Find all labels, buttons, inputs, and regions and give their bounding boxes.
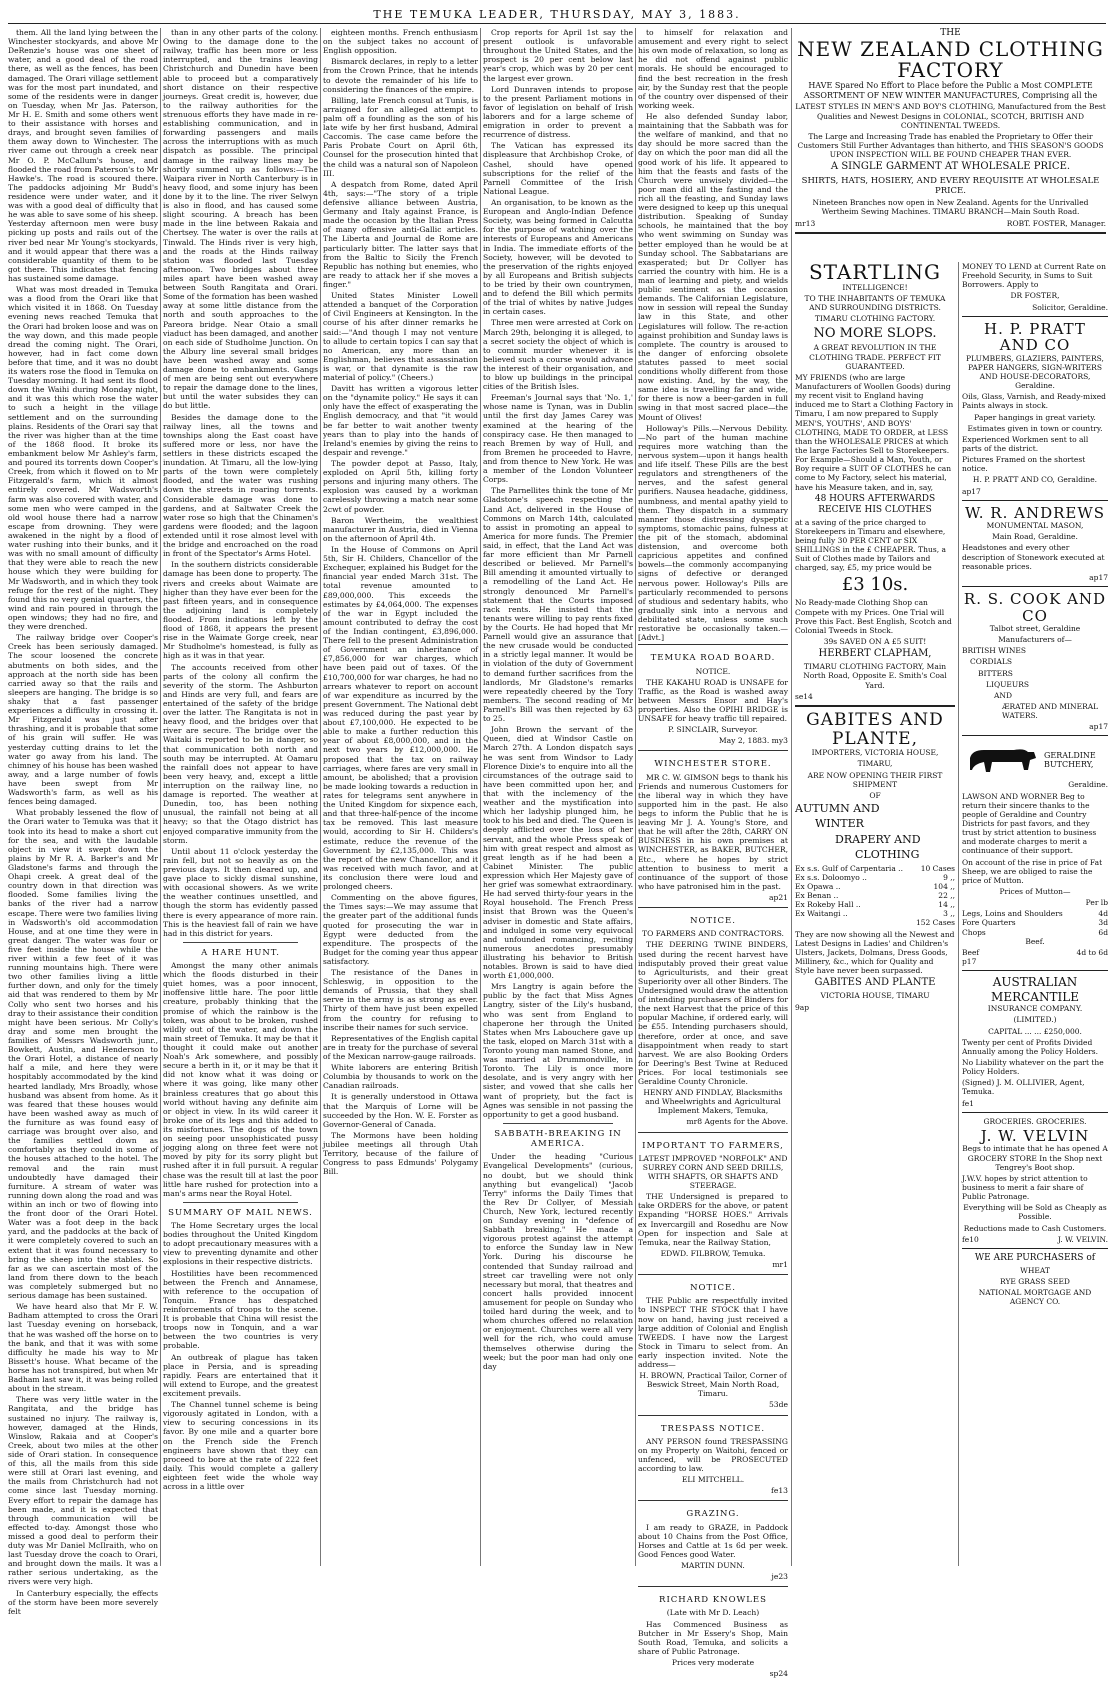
notice-sub: LATEST IMPROVED "NORFOLK" AND SURREY CORN AND SEED DRILLS, WITH SHAFTS, OR SHAFTS AND STEERAGE. [638,1153,788,1191]
column-rule [958,262,959,1566]
paragraph: Davitt has written a vigorous letter on the "dynamite policy." He says it can only have the effect of exasperating the English democracy, and that "it would be far better to wait another twenty years than to play into the hands of Ireland's enemies by giving the reins to despair and revenge." [323,384,478,457]
notice-sign: Prices very moderate [671,1658,755,1668]
section-rule [183,942,298,943]
paragraph: The powder depot at Passo, Italy, exploded on April 5th, killing forty persons and injuring many others. The explosion was caused by a workman carelessly throwing a match near some 2cwt of powder. [323,459,478,514]
notice-date: sp24 [769,1669,788,1679]
product-item: BRITISH WINES [962,646,1026,656]
notice-date: 53de [768,1400,788,1410]
ad-goods: DRAPERY AND [835,832,921,846]
notice [638,1132,788,1275]
ad-groceries-title: GROCERIES. GROCERIES. [983,1116,1087,1126]
product-item: CORDIALS [970,657,1013,667]
ad-owner: HERBERT CLAPHAM, [818,648,932,660]
ad-code: fe1 [962,1098,974,1108]
notice-sign: H. BROWN, Practical Tailor, Corner of Beswick Street, Main North Road, Timaru. [639,1371,787,1399]
arrival-cases: 10 Cases [920,863,955,873]
product-item: AND [994,690,1012,700]
ad-place: Geraldine. [1068,780,1108,790]
ad-name: DR FOSTER, [1010,291,1060,301]
mail-news-heading: SUMMARY OF MAIL NEWS. [168,1207,313,1218]
ad-code: ap17 [962,486,981,496]
ad-body: Begs to intimate that he has opened A GROCERY STORE In the Shop next Tengrey's Boot shop. [962,1144,1108,1172]
ad-insurance [962,975,1108,1108]
notice-sub: (Late with Mr D. Leach) [666,1608,760,1618]
paragraph: White laborers are entering British Columbia by thousands to work on the Canadian railroads. [323,1063,478,1091]
notice-body: MR C. W. GIMSON begs to thank his Friends and numerous Customers for the liberal way in which they have supported him in the past. He also begs to inform the Public that he is leaving Mr J. A. Young's Store, and that he will after the 28th, CARRY ON BUSINESS in his own premises at WINCHESTER, as BAKER, BUTCHER, Etc., where he hopes by strict attention to business to merit a continuance of the support of those who have patronised him in the past. [638,772,788,891]
ad-wheat-item: RYE GRASS SEED [1000,1276,1070,1286]
notice-body: THE Public are respectfully invited to INSPECT THE STOCK that I have now on hand, having just received a large addition of Colonial and English TWEEDS. I have now the Largest Stock in Timaru to select from. An early inspection invited. Note the address— [638,1296,788,1370]
paragraph: An organisation, to be known as the European and Anglo-Indian Defence Society, was being formed in Calcutta for the purpose of watching over the interests of Europeans and Americans in India. The immediate efforts of the Society, however, will be devoted to the preservation of the rights enjoyed by all Europeans and British subjects to be tried by their own countrymen, and to defend the Bill which permits of the trial of whites by native Judges in certain cases. [483,197,633,317]
paragraph: The Channel tunnel scheme is being vigorously agitated in London, with a view to securing concessions in its favor. By one mile and a quarter bore on the French side the French engineers have shown that they can proceed to bore at the rate of 222 feet daily. This would complete a gallery eighteen feet wide the whole way across in a little over [163,1400,318,1492]
arrival-cases: 104 ,, [933,881,955,891]
paragraph: In Canterbury especially, the effects of the storm have been more severely felt [8,1588,158,1616]
ad-gabites-title: GABITES AND PLANTE, [806,709,944,749]
ad-ltd: (LIMITED.) [1013,1015,1057,1025]
ad-line: Paper hangings in great variety. [974,412,1096,422]
paragraph: There was very little water in the Rangitata, and the bridge has sustained no injury. The railway is, however, damaged at the Hinds, Winslow, Rakaia and at Cooper's Creek, about two miles at the other side of Orari station. In consequence of this, all the mails from this side were still at Orari last evening, and the mails from Christchurch had not come since last Tuesday morning. Every effort to repair the damage has been made, and it is expected that through communication will be effected to-day. Amongst those who missed a good deal to perform their duty was Mr Daniel McIlraith, who on last Tuesday drove the coach to Orari, and brought down the mails. It was a rather serious undertaking, as the rivers were very high. [8,1395,158,1587]
ad-code: p17 [962,956,977,966]
ad-footer-2: VICTORIA HOUSE, TIMARU [820,991,930,1001]
ad-single-garment: A SINGLE GARMENT AT WHOLESALE PRICE. [830,161,1071,173]
notice-sign: ELI MITCHELL. [681,1475,745,1485]
notice-title: RICHARD KNOWLES [659,1595,767,1606]
paragraph: Representatives of the English capital are in treaty for the purchase of several of the Mexican narrow-gauge railroads. [323,1033,478,1062]
price-row [962,928,1108,937]
price-item: Beef [962,947,980,957]
ad-foster [962,262,1108,312]
ad-column-6 [795,262,955,1566]
ad-revolution: A GREAT REVOLUTION IN THE CLOTHING TRADE. PERFECT FIT GUARANTEED. [809,343,941,371]
ad-nz-clothing-factory [795,28,1106,258]
ad-rule [962,1112,1108,1113]
notice-body: I am ready to GRAZE, in Paddock about 10 Chains from the Post Office, Horses and Cattle at 1s 6d per week. Good Fences good Water. [638,1522,788,1559]
hare-hunt-heading: A HARE HUNT. [201,947,280,958]
notice-body: THE DEERING TWINE BINDERS, used during the recent harvest have indisputably proved their great value to Agriculturists, and their great Superiority over all other Binders. The Undersigned would draw the attention of intending purchasers of Binders for the next Harvest that the price of this popular Machine, if ordered early, will be £55. Intending purchasers should, therefore, order at once, and save disappointment when ready to start harvest. We are also Booking Orders for Deering's Best Twine at Reduced Prices. For local testimonials see Geraldine County Chronicle. [638,940,788,1087]
notice-sub: TO FARMERS AND CONTRACTORS. [642,929,784,939]
ad-wheat [962,1253,1108,1307]
notice [638,1274,788,1415]
top-rule [8,23,1106,24]
news-column-1 [8,28,158,1616]
ad-wheat-title: WE ARE PURCHASERS of [974,1252,1096,1263]
notice-title: NOTICE. [690,916,736,927]
paragraph: The railway bridge over Cooper's Creek has been seriously damaged. The scour loosened the concrete abutments on both sides, and the approach at the north side has been carried away so that the rails and sleepers are hanging. The bridge is so shaky that a fast passenger experiences a difficulty in crossing it. Mr Fitzgerald was just after thrashing, and it is probable that some of his grain will suffer. He was yesterday cutting drains to let the water go away from his land. The chimney of his house has been washed away, and a large number of fowls have been swept from Mr Wadsworth's farm, as well as his fences being damaged. [8,633,158,807]
ad-sub: INSURANCE COMPANY. [987,1004,1083,1014]
ad-title: NEW ZEALAND CLOTHING FACTORY [797,36,1104,82]
paragraph: The resistance of the Danes in Schleswig, in opposition to the demands of Prussia, that they shall serve in the army is as strong as ever. Thirty of them have just been expelled from the country for refusing to inscribe their names for such service. [323,968,478,1032]
notice-date: May 2, 1883. my3 [718,736,788,746]
paragraph: Until about 11 o'clock yesterday the rain fell, but not so heavily as on the previous days. It then cleared up, and gave place to sickly dismal sunshine, with occasional showers. As we write the weather continues unsettled, and though the storm has evidently passed there is every appearance of more rain. This is the heaviest fall of rain we have had in this district for years. [163,846,318,938]
notice [638,907,788,1131]
price-item: Fore Quarters [962,918,1016,928]
ad-opening: ARE NOW OPENING THEIR FIRST SHIPMENT [807,770,943,789]
paragraph: Lord Dunraven intends to propose to the present Parliament motions in favor of legislation on behalf of Irish laborers and for a large scheme of emigration in order to prevent a recurrence of distress. [483,84,633,140]
paragraph: them. All the land lying between the Winchester stockyards, and above Mr DeRenzie's house was one sheet of water, and a good deal of the road there, as well as the fences, has been damaged. The Orari village settlement was for the most part inundated, and some of the residents were in danger on Tuesday, when Mr Jas. Paterson, Mr H. E. Smith and some others went to their assistance with horses and drays, and brought seven families of them away down to Winchester. The river came out through a creek near Mr O. P. McCallum's house, and flooded the road from Paterson's to Mr Hawke's. The road is scoured there. The paddocks adjoining Mr Budd's residence were under water, and it was with a good deal of difficulty that he was able to save some of his sheep. Yesterday afternoon men were busy picking up posts and rails out of the river bed near Mr Young's stockyards, and it would appear that there was a considerable quantity of them to be got there. This indicates that fencing has sustained some damage. [8,28,158,283]
arrivals-list [795,864,955,919]
paragraph: The Vatican has expressed its displeasure that Archbishop Croke, of Cashel, should have opened subscriptions for the relief of the Parnell Committee of the Irish National League. [483,141,633,196]
ad-total: 152 Cases [915,918,955,928]
section-rule [183,1202,298,1203]
price-item: Chops [962,927,986,937]
ad-body: No Liability whatever on the part the Policy Holders. [962,1058,1104,1077]
product-item: BITTERS [978,668,1013,678]
notice [638,1500,788,1586]
paragraph: Freeman's Journal says that 'No. 1,' whose name is Tynan, was in Dublin until the first day James Carey was examined at the hearing of the conspiracy case. He then managed to reach Bremen by way of Hull, and from Bremen he proceeded to Havre, and from thence to New York. He was a member of the London Volunteer Corps. [483,393,633,485]
ad-beef: Beef. [1025,936,1045,946]
paragraph: Baron Wertheim, the wealthiest manufacturer in Austria, died in Vienna on the afternoon of April 4th. [323,515,478,543]
paragraph: Three men were arrested at Cork on March 29th, belonging it is alleged, to a secret society the object of which is to commit murder whenever it is believed such a course would advance the interest of their organisation, and to blow up buildings in the principal cities of the British Isles. [483,318,633,392]
arrival-row [795,900,955,909]
notice-date: mr1 [772,1259,788,1269]
product-item: LIQUEURS [986,679,1029,689]
bull-icon [962,740,1040,780]
ad-body: at a saving of the price charged to Storekeepers in Timaru and elsewhere, being fully 30 PER CENT or SIX SHILLINGS in the £ CHEAPER. Thus, a Suit of Clothes made by Tailors and charged, say, £5, my price would be [795,517,946,573]
paragraph: Besides the damage done to the railway lines, all the towns and townships along the East coast have suffered more or less, nor have the settlers in these districts escaped the inundation. At Timaru, all the low-lying parts of the town were completely flooded, and the water was rushing down the streets in roaring torrents. Considerable damage was done to gardens, and at Saltwater Creek the water rose so high that the Chinamen's gardens were flooded; and the lagoon extended until it rose almost level with the bridge and encroached on the road in front of the Spectator's Arms Hotel. [163,412,318,559]
notice-body: THE KAKAHU ROAD is UNSAFE for Traffic, as the Road is washed away between Messrs Ensor and Hay's properties. Also the OPIHI BRIDGE is UNSAFE for heavy traffic till repaired. [638,677,788,724]
arrival-ship: Ex Benan .. [795,890,839,900]
ad-rule [962,500,1108,501]
ad-prices-head: Prices of Mutton— [999,886,1071,896]
arrival-ship: Ex s.s. Doloomyo .. [795,872,867,882]
ad-body: Everything will be Sold as Cheaply as Possible. [963,1203,1107,1222]
ad-role: Solicitor, Geraldine. [1032,302,1108,312]
ad-trades: PLUMBERS, GLAZIERS, PAINTERS, PAPER HANGERS, SIGN-WRITERS AND HOUSE-DECORATORS, Geraldine. [966,353,1104,391]
price-row [962,909,1108,918]
paragraph: The Home Secretary urges the local bodies throughout the United Kingdom to adopt precautionary measures with a view to preventing dynamite and other explosions in their respective districts. [163,1221,318,1267]
ad-body: On account of the rise in price of Fat Sheep, we are obliged to raise the price of Mutton. [962,857,1103,885]
paragraph: In the southern districts considerable damage has been done to property. The rivers and creeks about Waimate are higher than they have ever been for the past fifteen years, and in consequence the adjoining land is completely flooded. From indications left by the flood of 1868, it appears the present rise in the Waimate Gorge creek, near Mr Studholme's homestead, is fully as high as it was in that year. [163,560,318,661]
ad-body: Twenty per cent of Profits Divided Annually among the Policy Holders. [962,1037,1098,1056]
paragraph: The Mormons have been holding jubilee meetings all through Utah Territory, because of the failure of Congress to pass Edmunds' Polygamy Bill. [323,1130,478,1177]
column-rule [480,28,481,1566]
section-rule [503,1123,613,1124]
notice-sign: MARTIN DUNN. [681,1561,745,1571]
ad-rule [962,316,1108,317]
notice [638,644,788,750]
paragraph: than in any other parts of the colony. Owing to the damage done to the railway, traffic has been more or less interrupted, and the trains leaving Christchurch and Dunedin have been able to proceed but a comparatively short distance on their respective journeys. Great credit is, however, due to the railway authorities for the strenuous efforts they have made in re-establishing communication, and in forwarding passengers and mails across the interruptions with as much dispatch as possible. The principal damage in the railway lines may be shortly summed up as follows:—The Waipara river in North Canterbury is in heavy flood, and some injury has been done by it to the line. The river Selwyn is also in flood, and has caused some slight scouring. A breach has been made in the line between Rakaia and Chertsey. The water is over the rails at Tinwald. The Hinds river is very high, and the roads at the Hinds railway station was flooded last Tuesday afternoon. Two bridges about three miles apart have been washed away between South Rangitata and Orari. Some of the formation has been washed away at some little distance from the north and south approaches to the Pareora bridge. Near Otaio a small viaduct has been damaged, and another on each side of Studholme Junction. On the Albury line several small bridges have been washed away and some damage done to embankments. Gangs of men are being sent out everywhere to repair the damage done to the lines, but until the water subsides they can do but little. [163,28,318,411]
column-rule [160,28,161,1566]
paragraph: Amongst the many other animals which the floods disturbed in their quiet homes, was a poor innocent, inoffensive little hare. The poor little creature, probably thinking that the promise of which the rainbow is the token, was about to be broken, rushed wildly out of the water, and down the main street of Temuka. It may be that it thought it could make out another Noah's Ark somewhere, and possibly secure a berth in it, or it may be that it did not know what it was doing or where it was going, like many other brainless creatures that go about this world without having any definite aim or object in view. In its wild career it broke one of its legs and this added to its misfortunes. The dogs of the town on seeing poor unsophisticated pussy jogging along on three feet were not moved by pity for its sorry plight but rushed after it in full pursuit. A regular chase was the result till at last the poor little hare rushed for protection into a man's arms near the Royal Hotel. [163,961,318,1198]
ad-code: ap17 [1089,572,1108,582]
ad-sub: IMPORTERS, VICTORIA HOUSE, [811,748,939,758]
ad-cook [962,591,1108,731]
notice-title: TRESPASS NOTICE. [660,1423,766,1434]
ad-sub: INTELLIGENCE! [842,283,908,292]
price-row [962,918,1108,927]
news-column-2 [163,28,318,1566]
paragraph: Holloway's Pills.—Nervous Debility.—No part of the human machine requires more watching than the nervous system—upon it hangs health and life itself. These Pills are the best regulators and strengtheners of the nerves, and the safest general purifiers. Nausea headache, giddiness, numbness, and mental apathy yield to them. They dispatch in a summary manner those distressing dyspeptic symptoms, stomachic pains, fulness at the pit of the stomach, abdominal distension, and overcome both capricious appetites and confined bowels—the commonly accompanying signs of defective or deranged nervous power. Holloway's Pills are particularly recommended to persons of studious and sedentary habits, who gradually sink into a nervous and debilitated state, unless some such restorative be occasionally taken.—[Advt.] [638,423,788,643]
ad-line: Estimates given in town or country. [967,423,1103,433]
ad-body: J.W.V. hopes by strict attention to business to merit a fair share of Public Patronage. [962,1173,1088,1202]
ad-body: MY FRIENDS (who are large Manufacturers of Woollen Goods) during my recent visit to England having induced me to Start a Clothing Factory in Timaru, I am now prepared to Supply MEN'S, YOUTHS', AND BOYS' CLOTHING, MADE TO ORDER, at LESS than the WHOLESALE PRICES at which the large Factories Sell to Storekeepers. For Example—Should a Man, Youth, or Boy require a SUIT OF CLOTHES he can come to My Factory, select his material, have his Measure taken, and in, say, [795,372,954,492]
notice-body: Has Commenced Business as Butcher in Mr Essery's Shop, Main South Road, Temuka, and solicits a share of Public Patronage. [638,1619,788,1656]
ad-rule [962,586,1108,587]
notice-sign: HENRY AND FINDLAY, Blacksmiths and Wheelwrights and Agricultural Implement Makers, Temuka, [643,1088,783,1116]
arrival-ship: Ex Waitangi .. [795,909,848,919]
ad-branches: Nineteen Branches now open in New Zealand. Agents for the Unrivalled Wertheim Sewing Machines. TIMARU BRANCH—Main South Road. [812,198,1089,217]
ad-pratt-title: H. P. PRATT AND CO [984,319,1086,355]
ad-manu: Manufacturers of— [998,635,1072,645]
column-rule [320,28,321,1566]
notice-sub: NOTICE. [695,666,731,676]
paragraph: An outbreak of plague has taken place in Persia, and is spreading rapidly. Fears are entertained that it will extend to Europe, and the greatest excitement prevails. [163,1352,318,1399]
ad-footer: GABITES AND PLANTE [814,977,936,989]
ad-body: No Ready-made Clothing Shop can Compete with my Prices. One Trial will Prove this Fact. Best English, Scotch and Colonial Tweeds in Stock. [795,598,952,635]
arrival-row [795,882,955,891]
notice-date: fe13 [771,1486,788,1496]
ad-goods: WINTER [815,817,864,831]
ad-factory: TIMARU CLOTHING FACTORY. [814,314,936,324]
ad-address: TIMARU CLOTHING FACTORY, Main North Road, Opposite E. Smith's Coal Yard. [803,662,947,690]
price-list [962,909,1108,936]
notice [638,1586,788,1683]
paragraph: Billing, late French consul at Tunis, is arraigned for an alleged attempt to palm off a foundling as the son of his late wife by her first husband, Admiral Caccomis. The case came before the Paris Probate Court on April 6th, Counsel for the prosecution hinted that the child was a natural son of Napoleon III. [323,95,478,178]
price-value: 6d [1098,927,1108,937]
ad-city: TIMARU, [857,759,893,769]
paragraph: to himself for relaxation and amusement and every right to select his own mode of relaxation, so long as he did not offend against public morals. He should be encouraged to find the best recreation in the fresh air, by the Sunday rest that the people of the country over dispensed of their working week. [638,28,788,110]
ad-goods: CLOTHING [855,848,920,862]
notice-body: ANY PERSON found TRESPASSING on my Property on Waitohi, fenced or unfenced, will be PROSECUTED according to law. [638,1436,788,1474]
ad-of: OF [869,790,881,800]
paragraph: Commenting on the above figures, the Times says:—We may assume that the greater part of the additional funds quoted for prosecuting the war in Egypt were deducted from the expenditure. The prospects of the Budget for the coming year thus appear satisfactory. [323,893,478,966]
notice-date: ap21 [768,893,788,902]
ad-no-more-slops: NO MORE SLOPS. [813,325,937,341]
ad-andrews-title: W. R. ANDREWS [964,503,1106,522]
price-value: 3d [1098,918,1108,928]
ad-sign: (Signed) J. M. OLLIVIER, Agent, Temuka. [962,1078,1085,1097]
ad-hours: 48 HOURS AFTERWARDS RECEIVE HIS CLOTHES [814,493,936,515]
paragraph: United States Minister Lowell attended a banquet of the Corporation of Civil Engineers at Kensington. In the course of his after dinner remarks he said:—"And though I may not venture to allude to certain topics I can say that no American, any more than an Englishman, believes that assassination is war, or that dynamite is the raw material of policy." (Cheers.) [323,291,478,383]
ad-addr: Talbot street, Geraldine [989,624,1081,634]
arrival-ship: Ex Rokeby Hall .. [795,900,861,910]
ad-line: Oils, Glass, Varnish, and Ready-mixed Paints always in stock. [962,392,1106,411]
ad-to: TO THE INHABITANTS OF TEMUKA AND SURROUNDING DISTRICTS. [804,294,946,313]
ad-body: LAWSON AND WORNER Beg to return their sincere thanks to the people of Geraldine and Country Districts for past favors, and they trust by strict attention to business and moderate charges to merit a continuance of their support. [962,791,1097,856]
ad-andrews [962,505,1108,582]
notice-title: WINCHESTER STORE. [654,759,772,770]
paragraph: It is generally understood in Ottawa that the Marquis of Lorne will be succeeded by the Hon. W. E. Forster as Governor-General of Canada. [323,1092,478,1129]
ad-line: Pictures Framed on the shortest notice. [962,455,1086,474]
arrival-cases: 14 ,, [938,900,955,910]
ad-price: £3 10s. [841,574,909,596]
ad-styles: LATEST STYLES IN MEN'S AND BOY'S CLOTHING, Manufactured from the Best Qualities and Newest Designs in COLONIAL, SCOTCH, BRITISH AND CONTINENTAL TWEEDS. [795,102,1106,130]
notice [638,750,788,907]
ad-manager: ROBT. FOSTER, Manager. [1006,218,1106,228]
ad-the: THE [940,28,961,38]
ad-butchery [962,740,1108,966]
ad-gabites-plante [795,711,955,1012]
ad-code: ap17 [1089,722,1108,732]
ad-line: Experienced Workmen sent to all parts of the district. [962,434,1089,453]
notice [638,1415,788,1501]
sabbath-heading: SABBATH-BREAKING IN AMERICA. [494,1128,622,1150]
arrival-cases: 3 ,, [943,909,955,919]
arrival-row [795,891,955,900]
paragraph: He also defended Sunday labor, maintaining that the Sabbath was for the welfare of mankind, and that no day should be more sacred than the day on which the poor man did all the good work of his life. It appeared to him that the feasts and fasts of the Church were unwisely divided—the poor man did all the fasting and the rich all the feasting, and Sunday laws were designed to keep up this unequal distribution. Speaking of Sunday schools, he maintained that the boy who went swimming on Sunday was better employed than he would be at Sunday school. The Sabbatarians are exasperated; but Dr Collyer has carried the country with him. He is a man of learning and piety, and wields public sentiment as the occasion demands. The Californian Legislature, now in session will repeal the Sunday law in this State, and other Legislatures will follow. The re-action against prohibition and Sunday laws is complete. The country is aroused to the danger of enforcing obsolete statutes passed to meet social conditions wholly different from those now existing. And, by the way, the same idea is travelling far and wide, for there is now a beer-garden in full swing in that most sacred place—the Mount of Olives! [638,111,788,422]
column-rule [635,28,636,1566]
ad-groceries [962,1117,1108,1244]
notice-sign: P. SINCLAIR, Surveyor. [668,725,758,735]
news-column-3 [323,28,478,1566]
ad-code: 9ap [795,1002,810,1012]
ad-column-7 [962,262,1108,1566]
ad-cook-title: R. S. COOK AND CO [963,590,1107,625]
ad-rule [962,735,1108,736]
paragraph: We have heard also that Mr F. W. Badham attempted to cross the Orari last Tuesday evening on horseback, that he was washed off the horse on to the bank, and that it was with some difficulty he made his way to Mr Bissett's house. What became of the horse has not transpired, but when Mr Badham last saw it, it was being rolled about in the stream. [8,1302,158,1394]
ad-pratt [962,321,1108,496]
ad-insurance-title: AUSTRALIAN MERCANTILE [991,975,1079,1004]
notice-title: GRAZING. [686,1509,740,1520]
column-rule [791,28,792,1566]
ad-butchery-title: GERALDINE BUTCHERY, [1044,750,1096,770]
notice-body: THE Undersigned is prepared to take ORDERS for the above, or patent Expanding "HORSE HOES." Arrivals ex Invercargill and Rosedhu are Now Open for inspection and Sale at Temuka, near the Railway Station, [638,1192,788,1247]
news-column-4 [483,28,633,1566]
ad-code: mr13 [795,218,816,228]
ad-per: Per lb [1085,898,1108,908]
notice-date: mr8 Agents for the Above. [686,1117,788,1127]
price-value: 4d [1098,909,1108,919]
ad-rule [962,1248,1108,1249]
paragraph: John Brown the servant of the Queen, died at Windsor Castle on March 27th. A London dispatch says he was sent from Windsor to Lady Florence Dixie's to enquire into all the circumstances of the outrage said to have been committed upon her, and that with the inclemency of the weather and the mystification into which her ladyship plunged him, he took to his bed and died. The Queen is deeply afflicted over the loss of her servant, and the whole Press speak of him with great respect and almost as great length as if he had been a Cabinet Minister. The public expression which Her Majesty gave of her grief was somewhat extraordinary. He had served thirty-four years in the Royal household. The French Press insist that Brown was the Queen's adviser in domestic and State affairs, and indulged in some very equivocal and unfounded romancing, reciting numerous anecdotes presumably illustrating his behavior to British notables. Brown is said to have died worth £1,000,000. [483,725,633,981]
notice-title: TEMUKA ROAD BOARD. [650,653,776,664]
ad-body: They are now showing all the Newest and Latest Designs in Ladies' and Children's Ulsters, Jackets, Dolmans, Dress Goods, Millinery, &c., which for Quality and Style have never been surpassed. [795,929,955,976]
price-row [962,948,1108,957]
ad-goods: AUTUMN AND [795,801,880,815]
arrival-row [795,864,955,873]
ad-shirts: SHIRTS, HATS, HOSIERY, AND EVERY REQUISITE AT WHOLESALE PRICE. [801,175,1100,196]
ad-rule [795,232,1106,234]
ad-body: Headstones and every other description of Stonework executed at reasonable prices. [962,543,1105,571]
ad-trade: The Large and Increasing Trade has enabled the Proprietary to Offer their Customers Still Further Advantages than hitherto, and THIS SEASON'S GOODS UPON INSPECTION WILL BE FOUND CHEAPER THAN EVER. [797,131,1104,160]
ad-lead: HAVE Spared No Effort to Place before the Public a Most COMPLETE ASSORTMENT OF NEW WINTER MANUFACTURES, Comprising all the [803,80,1098,100]
paragraph: In the House of Commons on April 5th, Sir H. Childers, Chancellor of the Exchequer, explained his Budget for the financial year ended March 31st. The total revenue amounted to £89,000,000. This exceeds the estimates by £4,064,000. The expenses of the war in Egypt included the amount contributed to defray the cost of the Indian contingent, £3,896,000. There fell to the present Administration of Government an inheritance of £7,856,000 for war charges, which have been paid out of taxes. Of the £10,700,000 for war charges, he had no arrears whatever to report on account of war expenditure as incurred by the present Government. The National debt was reduced during the past year by about £7,100,000. He expected to be able to make a further reduction this year of about £8,000,000, and in the next two years by £12,000,000. He proposed that the tax on railway carriages, where fares are very small in amount, be abolished; that a provision be made looking towards a reduction in rates for telegrams sent anywhere in the United Kingdom for sixpence each, and that three-half-pence of the income tax be removed. This last measure would, according to Sir H. Childers's estimate, reduce the revenue of the Government by £2,135,000. This was the report of the new Chancellor, and it was received with much favor, and at its conclusion there were loud and prolonged cheers. [323,545,478,892]
paragraph: What was most dreaded in Temuka was a flood from the Orari like that which visited it in 1868. On Tuesday evening news reached Temuka that the Orari had broken loose and was on the way down, and this made people dread the coming night. The Orari, however, had in fact come down before that time, and it was no doubt its waters rose the flood in Temuka on Tuesday morning. It had sent its flood down the Waihi during Monday night, and it was this which rose the water to such a height in the village settlement and on the surrounding plains. Residents of the Orari say that the river was higher than at the time of the 1868 flood. It broke its embankment below Mr Ashley's farm, and poured its torrents down Cooper's Creek, from which it flowed on to Mr Fitzgerald's farm, which it almost entirely covered. Mr Wadsworth's farm was also covered with water, and some men who were camped in the old wool house there had a narrow escape from drowning. They were awakened in the night by a flood of water rushing into their bunks, and it was with no small amount of difficulty that they were able to reach the new house which they were building for Mr Wadsworth, and in which they took refuge for the rest of the night. They found this no very genial quarters, the wind and rain poured in through the open windows; they had no fire, and they were drenched. [8,285,158,632]
ad-capital: CAPITAL ... ... £250,000. [988,1026,1082,1036]
paragraph: Hostilities have been recommenced between the French and Annamese, with reference to the occupation of Tonquin. France has despatched reinforcements of troops to the scene. It is probable that China will resist the troops now in Tonquin, and a war between the two countries is very probable. [163,1268,318,1351]
ad-code: se14 [795,691,813,701]
ad-company: NATIONAL MORTGAGE AND AGENCY CO. [978,1288,1092,1307]
ad-saved: 39s SAVED ON A £5 SUIT! [823,636,927,646]
ad-rule [962,970,1108,971]
notice-date: je23 [771,1572,788,1582]
notice-sign: EDWD. FILBROW, Temuka. [660,1248,766,1258]
notice-title: NOTICE. [690,1283,736,1294]
arrival-ship: Ex Opawa .. [795,881,841,891]
ad-sign: H. P. PRATT AND CO, Geraldine. [972,475,1098,485]
ad-body: Reductions made to Cash Customers. [963,1223,1107,1233]
paragraph: Mrs Langtry is again before the public by the fact that Miss Agnes Langtry, sister of the Lily's husband, who was sent from England to chaperone her through the United States when Mrs Labouchere gave up the task, eloped on March 31st with a Toronto young man named Stone, and was married at Drummondville, in Toronto. The Lily is once more desolate, and is very angry with her sister, and vowed that she calls her want of propriety, but the fact is Agnes was sensible in not passing the opportunity to get a good husband. [483,982,633,1119]
arrival-cases: 9 ,, [943,872,955,882]
ad-body: MONEY TO LEND at Current Rate on Freehold Security, in Sums to Suit Borrowers. Apply to [962,262,1106,290]
ad-addr: Main Road, Geraldine. [992,532,1078,542]
price-value: 4d to 6d [1076,947,1108,957]
arrival-row [795,909,955,918]
ad-wheat-item: WHEAT [1020,1265,1050,1275]
ad-name: J. W. VELVIN [980,1126,1090,1145]
notice-title: IMPORTANT TO FARMERS, [642,1140,784,1151]
news-column-5 [638,28,788,1679]
ad-code: fe10 [962,1234,979,1244]
arrival-ship: Ex s.s. Gulf of Carpentaria .. [795,863,903,873]
masthead: THE TEMUKA LEADER, THURSDAY, MAY 3, 1883. [373,8,741,21]
cook-items-list [962,646,1108,720]
arrival-cases: 22 ,, [938,890,955,900]
product-item: ÆRATED AND MINERAL WATERS. [1002,702,1099,721]
ad-rule [795,705,955,707]
ad-startling-title: STARTLING [808,260,942,284]
notices-list [638,644,788,1683]
paragraph: The Parnellites think the tone of Mr Gladstone's speech respecting the Land Act, delivered in the House of Commons on March 14th, calculated to assist in promoting an appeal to America for more funds. The Premier said, in effect, that the Land Act was far more efficient than Mr Parnell described or believed. Mr Parnell's Bill amending it amounted virtually to a remodelling of the Land Act. He strongly denounced Mr Parnell's statement that the Courts imposed rack rents. He insisted that the tenants were willing to pay rents fixed by the Courts. He had hoped that Mr Parnell would give an assurance that the new crusade would be conducted in a strictly legal manner. It would be in violation of the duty of Government to demand further sacrifices from the landlords, Mr Gladstone's remarks were repeatedly cheered by the Tory members. The second reading of Mr Parnell's Bill was then rejected by 63 to 25. [483,486,633,724]
paragraph: Crop reports for April 1st say the present outlook is unfavorable throughout the United States, and the prospect is 20 per cent below last year's crop, which was by 20 per cent the largest ever grown. [483,28,633,83]
paragraph: A despatch from Rome, dated April 4th, says:—"The story of a triple defensive alliance between Austria, Germany and Italy against France, is made the occasion by the Italian Press of many offensive anti-Gallic articles. The Liberta and Journal de Rome are particularly bitter. The latter says that from the Baltic to Sicily the French Republic has nothing but enemies, who are ready to attack her if she moves a finger." [323,179,478,289]
paragraph: Under the heading "Curious Evangelical Developments" (curious, no doubt, but we should think anything but evangelical) "Jacob Terry" informs the Daily Times that the Rev Dr Collyer, of Messiah Church, New York, lectured recently on Sunday evening in "defence of Sabbath breaking." He made a vigorous protest against the attempt to enforce the Sunday law in New York. During his discourse he contended that Sunday railroad and street car travelling were not only necessary but moral, that theatres and concert halls provided innocent amusement for people on Sunday who toiled hard during the week, and to whom churches offered no relaxation or enjoyment. Churches were all very well for the rich, who could amuse themselves otherwise during the week; but the poor man had only one day [483,1152,633,1371]
paragraph: Bismarck declares, in reply to a letter from the Crown Prince, that he intends to devote the remainder of his life to considering the finances of the empire. [323,57,478,94]
ad-startling [795,262,955,701]
ad-sign: J. W. VELVIN. [1057,1234,1108,1244]
ad-sub: MONUMENTAL MASON, [986,521,1084,531]
arrival-row [795,873,955,882]
paragraph: eighteen months. French enthusiasm on the subject takes no account of English opposition. [323,28,478,56]
paragraph: What probably lessened the flow of the Orari water to Temuka was that it took into its head to make a short cut for the sea, and with the laudable object in view it swept down the plains by Mr R. A. Barker's and Mr Gladstone's farms and through the Ohapi creek. A great deal of the country down in that direction was flooded. Some families living the banks of the river had a narrow escape. There were two families living in Wadsworth's old accommodation House, and at one time they were in great danger. The water was four or five feet inside the house while the river within a few feet of it was running mountains high. There were two other families living a little further down, and only for the timely aid that was rendered to them by Mr Colly who sent two horses and his dray to their assistance their condition might have been serious. Mr Colly's dray and some men brought the families of Messrs Wadsworth junr., Bowkett, Austin, and Henderson to the Orari Hotel, a distance of nearly half a mile, and here they were hospitably accommodated by the kind hearted landlady, Mrs Broadly, whose husband was absent from home. As it was feared that these houses would have been washed away as much of the furniture as was found easy of carriage was brought over also, and the families settled down as comfortably as they could in some of the houses attached to the hotel. The removal and the rain must undoubtedly have damaged their furniture. A stream of water was running down along the road and was within an inch or two of flowing into the front door of the Orari Hotel. Water was a foot deep in the back yard, and the paddocks at the back of it were completely covered to such an extent that it was found necessary to bring the sheep into the stables. So far as we can ascertain most of the land from there down to the beach was completely submerged but no serious damage has been sustained. [8,808,158,1301]
price-item: Legs, Loins and Shoulders [962,909,1063,919]
paragraph: The accounts received from other parts of the colony all confirm the severity of the storm. The Ashburton and Hinds are very full, and fears are entertained of the safety of the bridge over the latter. The Rangitata is not in heavy flood, and the bridges over that river are secure. The bridge over the Waitaki is reported to be in danger, so that communication both north and south may be interrupted. At Oamaru the rainfall does not appear to have been very heavy, and, except a little interruption on the railway line, no damage is reported. The weather at Dunedin, too, has been nothing unusual, the rainfall not being at all heavy; so that the Otago district has enjoyed comparative immunity from the storm. [163,662,318,845]
